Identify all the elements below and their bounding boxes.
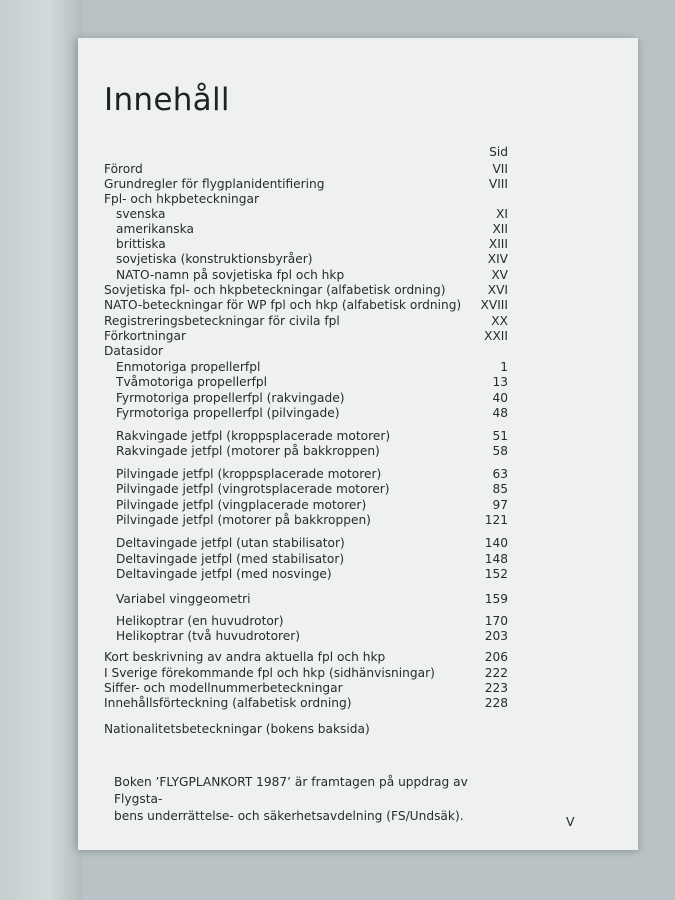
toc-entry-label: Pilvingade jetfpl (kroppsplacerade motorer) (116, 467, 382, 481)
toc-entry (78, 628, 638, 644)
footer-note (114, 774, 514, 825)
toc-entry-label: Innehållsförteckning (alfabetisk ordning) (104, 696, 352, 710)
toc-entry-label: Registreringsbeteckningar för civila fpl (104, 314, 340, 328)
toc-entry-label: NATO-beteckningar för WP fpl och hkp (alfabetisk ordning) (104, 298, 462, 312)
toc-entry (78, 665, 638, 681)
toc-entry (78, 343, 638, 359)
toc-entry (78, 613, 638, 629)
toc-entry-page: XVI (487, 283, 508, 297)
toc-entry-label: Grundregler för flygplanidentifiering (104, 177, 325, 191)
toc-entry-page: XV (491, 268, 508, 282)
toc-entry-page: 228 (484, 696, 508, 710)
page-column-header: Sid (489, 145, 508, 159)
toc-entry-page: 159 (484, 592, 508, 606)
toc-entry (78, 236, 638, 252)
page-number: V (566, 814, 575, 829)
toc-entry (78, 535, 638, 551)
toc-entry-label: Sovjetiska fpl- och hkpbeteckningar (alfabetisk ordning) (104, 283, 446, 297)
toc-entry (78, 512, 638, 528)
toc-entry-label: Deltavingade jetfpl (utan stabilisator) (116, 536, 345, 550)
toc-entry-label: sovjetiska (konstruktionsbyråer) (116, 252, 313, 266)
page-title: Innehåll (104, 82, 230, 118)
toc-entry-label: amerikanska (116, 222, 194, 236)
toc-entry-label: Pilvingade jetfpl (vingrotsplacerade motorer) (116, 482, 390, 496)
toc-entry-page: 152 (484, 567, 508, 581)
toc-entry-label: Helikoptrar (två huvudrotorer) (116, 629, 301, 643)
toc-entry (78, 206, 638, 222)
toc-entry-page: 58 (492, 444, 508, 458)
toc-entry-page: 48 (492, 406, 508, 420)
toc-entry-page: VII (492, 162, 508, 176)
toc-entry (78, 191, 638, 207)
toc-entry-label: Pilvingade jetfpl (motorer på bakkroppen) (116, 513, 371, 527)
toc-entry-page: XX (491, 314, 508, 328)
facing-page-edge (0, 0, 82, 900)
toc-entry-page: 1 (500, 360, 508, 374)
toc-entry (78, 405, 638, 421)
toc-entry (78, 328, 638, 344)
toc-entry-page: 206 (484, 650, 508, 664)
toc-entry-page: 203 (484, 629, 508, 643)
toc-entry-page: 85 (492, 482, 508, 496)
toc-entry-label: Deltavingade jetfpl (med nosvinge) (116, 567, 332, 581)
toc-entry-label: I Sverige förekommande fpl och hkp (sidhänvisningar) (104, 666, 435, 680)
toc-entry-page: 63 (492, 467, 508, 481)
footer-line-1: Boken ’FLYGPLANKORT 1987’ är framtagen på uppdrag av Flygsta- (114, 775, 468, 806)
document-page (78, 38, 638, 850)
toc-entry-page: 40 (492, 391, 508, 405)
toc-entry (78, 282, 638, 298)
toc-entry (78, 374, 638, 390)
toc-entry-page: 223 (484, 681, 508, 695)
toc-entry-label: Pilvingade jetfpl (vingplacerade motorer) (116, 498, 367, 512)
toc-entry (78, 566, 638, 582)
toc-entry (78, 680, 638, 696)
toc-entry-label: Helikoptrar (en huvudrotor) (116, 614, 284, 628)
toc-entry-label: Fyrmotoriga propellerfpl (rakvingade) (116, 391, 345, 405)
toc-entry-page: XVIII (480, 298, 508, 312)
toc-entry-label: Rakvingade jetfpl (motorer på bakkroppen) (116, 444, 380, 458)
toc-entry-label: Kort beskrivning av andra aktuella fpl och hkp (104, 650, 386, 664)
toc-entry (78, 251, 638, 267)
toc-entry-label: NATO-namn på sovjetiska fpl och hkp (116, 268, 345, 282)
toc-entry-label: Tvåmotoriga propellerfpl (116, 375, 268, 389)
toc-entry-page: 51 (492, 429, 508, 443)
toc-entry (78, 359, 638, 375)
toc-entry (78, 497, 638, 513)
footer-line-2: bens underrättelse- och säkerhetsavdelning (FS/Undsäk). (114, 809, 464, 823)
toc-entry (78, 481, 638, 497)
toc-entry (78, 176, 638, 192)
toc-entry-page: 170 (484, 614, 508, 628)
toc-entry (78, 466, 638, 482)
toc-entry (78, 721, 638, 737)
toc-entry-label: Nationalitetsbeteckningar (bokens baksida) (104, 722, 370, 736)
toc-entry-label: Förkortningar (104, 329, 186, 343)
toc-entry (78, 221, 638, 237)
toc-entry-label: Fpl- och hkpbeteckningar (104, 192, 259, 206)
toc-entry-label: Enmotoriga propellerfpl (116, 360, 261, 374)
toc-entry-page: XIII (488, 237, 508, 251)
toc-entry (78, 267, 638, 283)
toc-entry-page: 148 (484, 552, 508, 566)
toc-entry (78, 313, 638, 329)
toc-entry-label: Datasidor (104, 344, 164, 358)
toc-entry-page: 97 (492, 498, 508, 512)
toc-entry-page: 140 (484, 536, 508, 550)
toc-entry-label: Deltavingade jetfpl (med stabilisator) (116, 552, 345, 566)
toc-entry-page: XII (492, 222, 508, 236)
toc-entry (78, 591, 638, 607)
toc-entry (78, 443, 638, 459)
toc-entry-label: svenska (116, 207, 166, 221)
toc-entry-label: Siffer- och modellnummerbeteckningar (104, 681, 343, 695)
toc-entry (78, 297, 638, 313)
toc-entry (78, 390, 638, 406)
toc-entry-page: XI (496, 207, 508, 221)
toc-entry (78, 161, 638, 177)
toc-entry-label: Fyrmotoriga propellerfpl (pilvingade) (116, 406, 340, 420)
toc-entry-label: brittiska (116, 237, 166, 251)
toc-entry-page: XXII (484, 329, 508, 343)
toc-entry (78, 428, 638, 444)
toc-entry-label: Förord (104, 162, 143, 176)
toc-entry (78, 649, 638, 665)
toc-entry-page: VIII (488, 177, 508, 191)
toc-entry-label: Rakvingade jetfpl (kroppsplacerade motorer) (116, 429, 391, 443)
toc-entry-page: 222 (484, 666, 508, 680)
table-of-contents (78, 38, 638, 850)
toc-entry-page: 13 (492, 375, 508, 389)
toc-entry-label: Variabel vinggeometri (116, 592, 251, 606)
toc-entry (78, 695, 638, 711)
toc-entry-page: 121 (484, 513, 508, 527)
toc-entry (78, 551, 638, 567)
toc-entry-page: XIV (487, 252, 508, 266)
